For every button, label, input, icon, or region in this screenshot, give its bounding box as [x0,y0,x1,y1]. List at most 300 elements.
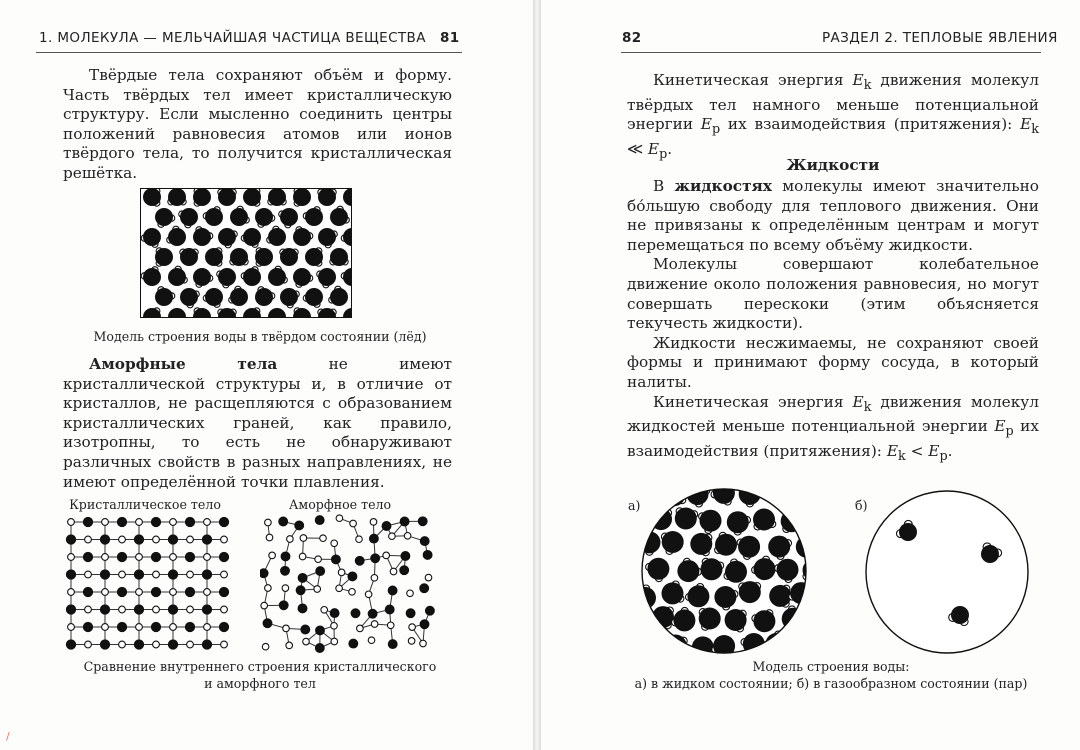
oxygen-atom [699,608,721,630]
oxygen-atom [218,228,236,246]
light-atom [283,625,290,632]
light-atom [371,621,378,628]
oxygen-atom [155,288,173,306]
light-atom [389,533,396,540]
light-atom [409,624,416,631]
light-atom [119,536,126,543]
dark-atom [83,622,92,631]
water-figure-caption-line1: Модель строения воды: [752,659,910,674]
dark-atom [420,584,429,593]
right-page [541,0,1080,750]
light-atom [314,586,321,593]
light-atom [336,585,343,592]
oxygen-atom [330,248,348,266]
light-atom [315,556,322,563]
oxygen-atom [677,560,699,582]
oxygen-atom [143,228,161,246]
amorphous-structure-figure [260,514,440,654]
oxygen-atom [318,188,336,206]
dark-atom [316,567,325,576]
oxygen-atom [806,610,810,632]
oxygen-atom [318,268,336,286]
oxygen-atom [781,510,803,532]
oxygen-atom [255,248,273,266]
dark-atom [355,556,364,565]
oxygen-atom [193,228,211,246]
hydrogen-atom [808,647,811,654]
hydrogen-atom [800,485,807,489]
dark-atom [66,605,75,614]
light-atom [331,540,338,547]
oxygen-atom [243,268,261,286]
ice-structure-figure [140,188,352,318]
light-atom [365,591,372,598]
oxygen-atom [687,585,709,607]
light-atom [102,554,109,561]
light-atom [331,638,338,645]
light-atom [204,554,211,561]
dark-atom [185,622,194,631]
oxygen-atom [143,268,161,286]
oxygen-atom [638,485,656,505]
light-atom [269,552,276,559]
oxygen-atom [753,509,775,531]
light-atom [102,624,109,631]
oxygen-atom [701,558,723,580]
hydrogen-atom [794,641,801,648]
header-rule [621,52,1041,53]
light-atom [85,571,92,578]
dark-atom [151,517,160,526]
dark-atom [295,521,304,530]
light-atom [119,641,126,648]
light-atom [68,554,75,561]
liquid-water-figure [638,485,810,657]
oxygen-atom [739,581,761,603]
section-heading-liquids: Жидкости [786,156,880,174]
light-atom [187,571,194,578]
oxygen-atom [243,188,261,206]
hydrogen-atom [638,648,643,655]
paragraphs-liquids: В жидкостях молекулы имеют значительно бо́льшую свободу для теплового движения. Они не привязаны к определённым центрам и могут перемещаться по всему объёму жидкости. Молекулы совершают колебательное движение около положения равновесия, но могут совершать перескоки (этим объясняется текучесть жидкости). Жидкости несжимаемы, не сохраняют своей формы и принимают форму сосуда, в который налиты. Кинетическая энергия $E_k$ движения молекул жидкостей меньше потенциальной энергии $E_p$ их взаимодействия (притяжения): $E_k < E_p$. [627,177,1040,464]
light-atom [336,515,343,522]
oxygen-atom [700,510,722,532]
dark-atom [117,622,126,631]
comparison-caption-line2: и аморфного тел [204,676,316,691]
light-atom [300,535,307,542]
dark-atom [117,587,126,596]
light-atom [221,606,228,613]
dark-atom [219,517,228,526]
hydrogen-atom [806,509,810,516]
dark-atom [301,625,310,634]
dark-atom [83,517,92,526]
oxygen-atom [143,188,161,206]
oxygen-atom [662,582,684,604]
dark-atom [423,551,432,560]
crystal-body-label: Кристаллическое тело [69,497,221,512]
dark-atom [298,604,307,613]
light-atom [387,622,394,629]
light-atom [404,533,411,540]
page-number: 81 [440,30,460,46]
oxygen-atom [230,248,248,266]
left-page [0,0,533,750]
dark-atom [385,605,394,614]
figure-label-b: б) [855,498,868,513]
hydrogen-atom [755,488,762,495]
light-atom [287,536,294,543]
oxygen-atom [243,228,261,246]
oxygen-atom [714,586,736,608]
dark-atom [134,535,143,544]
dark-atom [279,517,288,526]
dark-atom [83,587,92,596]
light-atom [153,536,160,543]
oxygen-atom [168,268,186,286]
dark-atom [168,570,177,579]
hydrogen-atom [638,596,639,603]
paragraph-solids: Твёрдые тела сохраняют объём и форму. Часть твёрдых тел имеет кристаллическую структуру. Если мысленно соединить центры положений равновесия атомов или ионов твёрдого тела, то получится кристаллическая решётка. [63,66,452,182]
oxygen-atom [168,228,186,246]
oxygen-atom [981,545,999,563]
light-atom [204,624,211,631]
oxygen-atom [155,208,173,226]
crystal-lattice-figure [63,514,238,652]
dark-atom [134,605,143,614]
dark-atom [219,552,228,561]
dark-atom [202,535,211,544]
oxygen-atom [280,288,298,306]
light-atom [390,568,397,575]
comparison-caption-line1: Сравнение внутреннего строения кристаллического [83,659,437,674]
book-gutter [533,0,541,750]
light-atom [370,519,377,526]
dark-atom [185,517,194,526]
water-vapor-figure [862,487,1032,657]
light-atom [350,520,357,527]
hydrogen-atom [638,485,643,490]
light-atom [221,571,228,578]
light-atom [136,624,143,631]
dark-atom [202,605,211,614]
running-header-title: РАЗДЕЛ 2. ТЕПЛОВЫЕ ЯВЛЕНИЯ [822,30,1058,46]
hydrogen-atom [770,485,777,489]
oxygen-atom [330,288,348,306]
dark-atom [388,586,397,595]
dark-atom [168,640,177,649]
light-atom [371,575,378,582]
dark-atom [279,601,288,610]
oxygen-atom [180,248,198,266]
hydrogen-atom [809,494,810,501]
hydrogen-atom [650,510,657,517]
oxygen-atom [155,248,173,266]
dark-atom [260,569,268,578]
oxygen-atom [293,268,311,286]
oxygen-atom [280,248,298,266]
light-atom [204,519,211,526]
oxygen-atom [777,559,799,581]
light-atom [187,536,194,543]
hydrogen-atom [805,534,810,541]
hydrogen-atom [783,488,790,495]
light-atom [282,585,289,592]
hydrogen-atom [798,617,805,624]
oxygen-atom [766,633,788,655]
term-liquids: жидкостях [674,177,772,195]
oxygen-atom [305,248,323,266]
dark-atom [134,570,143,579]
light-atom [136,554,143,561]
dark-atom [316,626,325,635]
oxygen-atom [193,188,211,206]
light-atom [153,641,160,648]
term-amorphous: Аморфные тела [89,355,278,373]
dark-atom [426,606,435,615]
dark-atom [420,620,429,629]
oxygen-atom [663,485,685,506]
light-atom [357,625,364,632]
light-atom [383,552,390,559]
oxygen-atom [638,633,657,655]
oxygen-atom [690,533,712,555]
dark-atom [351,609,360,618]
oxygen-atom [280,208,298,226]
light-atom [407,590,414,597]
dark-atom [330,609,339,618]
light-atom [68,624,75,631]
dark-atom [219,587,228,596]
amorphous-body-label: Аморфное тело [288,497,392,512]
dark-atom [388,640,397,649]
dark-atom [151,552,160,561]
light-atom [119,606,126,613]
light-atom [170,624,177,631]
dark-atom [100,640,109,649]
paragraph-amorphous: Аморфные тела не имеют кристаллической структуры и, в отличие от кристаллов, не расщепляются с образованием кристаллических граней, как правило, изотропны, то есть не обнаруживают различных свойств в разных направлениях, не имеют определённой точки плавления. [63,355,452,491]
dark-atom [371,554,380,563]
oxygen-atom [218,268,236,286]
dark-atom [100,570,109,579]
dark-atom [370,534,379,543]
light-atom [349,589,356,596]
oxygen-atom [180,288,198,306]
hydrogen-atom [638,536,644,543]
dark-atom [382,522,391,531]
oxygen-atom [305,208,323,226]
light-atom [136,589,143,596]
dark-atom [117,517,126,526]
dark-atom [185,587,194,596]
hydrogen-atom [797,521,804,528]
light-atom [85,536,92,543]
light-atom [187,641,194,648]
dark-atom [151,587,160,596]
oxygen-atom [753,610,775,632]
light-atom [170,554,177,561]
dark-atom [315,644,324,653]
light-atom [303,638,310,645]
dark-atom [66,640,75,649]
light-atom [265,585,272,592]
oxygen-atom [675,508,697,530]
dark-atom [348,572,357,581]
oxygen-atom [725,609,747,631]
light-atom [338,569,345,576]
dark-atom [296,586,305,595]
oxygen-atom [305,288,323,306]
ice-figure-caption: Модель строения воды в твёрдом состоянии (лёд) [93,329,427,344]
light-atom [102,589,109,596]
oxygen-atom [725,561,747,583]
dark-atom [298,574,307,583]
dark-atom [100,605,109,614]
oxygen-atom [754,558,776,580]
dark-atom [219,622,228,631]
oxygen-atom [639,531,661,553]
oxygen-atom [268,268,286,286]
paragraph-kinetic-solid: Кинетическая энергия $E_k$ движения молекул твёрдых тел намного меньше потенциальной энергии $E_p$ их взаимодействия (притяжения): $E_k$ ≪ $E_p$. [627,71,1039,162]
light-atom [68,589,75,596]
light-atom [221,641,228,648]
oxygen-atom [180,208,198,226]
dark-atom [281,552,290,561]
dark-atom [418,517,427,526]
oxygen-atom [205,208,223,226]
oxygen-atom [330,208,348,226]
hydrogen-atom [751,650,758,657]
oxygen-atom [230,288,248,306]
oxygen-atom [268,228,286,246]
oxygen-atom [713,635,735,657]
dark-atom [401,552,410,561]
oxygen-atom [205,248,223,266]
dark-atom [83,552,92,561]
oxygen-atom [293,228,311,246]
light-atom [102,519,109,526]
oxygen-atom [768,536,790,558]
hydrogen-atom [638,497,643,504]
dark-atom [202,570,211,579]
dark-atom [368,609,377,618]
light-atom [85,641,92,648]
dark-atom [134,640,143,649]
hydrogen-atom [665,635,672,642]
oxygen-atom [899,523,917,541]
oxygen-atom [715,534,737,556]
light-atom [85,606,92,613]
dark-atom [66,570,75,579]
light-atom [261,602,268,609]
hydrogen-atom [673,485,680,490]
light-atom [170,589,177,596]
header-rule [36,52,462,53]
light-atom [266,534,273,541]
light-atom [286,642,293,649]
light-atom [368,637,375,644]
dark-atom [420,537,429,546]
light-atom [136,519,143,526]
dark-atom [406,609,415,618]
oxygen-atom [218,188,236,206]
dark-atom [400,517,409,526]
oxygen-atom [951,606,969,624]
light-atom [221,536,228,543]
oxygen-atom [230,208,248,226]
oxygen-atom [767,485,789,505]
dark-atom [332,555,341,564]
oxygen-atom [793,485,810,506]
dark-atom [400,566,409,575]
oxygen-atom [738,536,760,558]
hydrogen-atom [693,650,700,657]
hydrogen-atom [638,633,644,640]
oxygen-atom [673,609,695,631]
running-header-title: 1. МОЛЕКУЛА — МЕЛЬЧАЙШАЯ ЧАСТИЦА ВЕЩЕСТВА [39,30,426,46]
dark-atom [263,619,272,628]
light-atom [170,519,177,526]
dark-atom [281,566,290,575]
light-atom [153,606,160,613]
water-figure-caption-line2: а) в жидком состоянии; б) в газообразном состоянии (пар) [634,676,1028,691]
oxygen-atom [268,188,286,206]
dark-atom [168,535,177,544]
light-atom [320,535,327,542]
light-atom [68,519,75,526]
hydrogen-atom [803,597,810,604]
oxygen-atom [168,188,186,206]
light-atom [356,536,363,543]
dark-atom [66,535,75,544]
oxygen-atom [806,507,810,529]
light-atom [408,638,415,645]
oxygen-atom [769,585,791,607]
oxygen-atom [255,208,273,226]
light-atom [331,623,338,630]
dark-atom [202,640,211,649]
dark-atom [349,639,358,648]
corner-mark: / [6,730,10,743]
light-atom [119,571,126,578]
light-atom [420,640,427,647]
oxygen-atom [727,511,749,533]
dark-atom [168,605,177,614]
light-atom [299,553,306,560]
light-atom [204,589,211,596]
dark-atom [315,516,324,525]
oxygen-atom [193,268,211,286]
light-atom [153,571,160,578]
dark-atom [185,552,194,561]
oxygen-atom [647,558,669,580]
dark-atom [117,552,126,561]
page-number: 82 [622,30,642,46]
oxygen-atom [796,631,810,653]
hydrogen-atom [781,644,788,651]
oxygen-atom [662,531,684,553]
light-atom [425,574,432,581]
oxygen-atom [293,188,311,206]
light-atom [321,607,328,614]
figure-label-a: а) [628,498,641,513]
oxygen-atom [205,288,223,306]
dark-atom [100,535,109,544]
oxygen-atom [255,288,273,306]
light-atom [187,606,194,613]
light-atom [265,519,272,526]
light-atom [262,643,269,650]
